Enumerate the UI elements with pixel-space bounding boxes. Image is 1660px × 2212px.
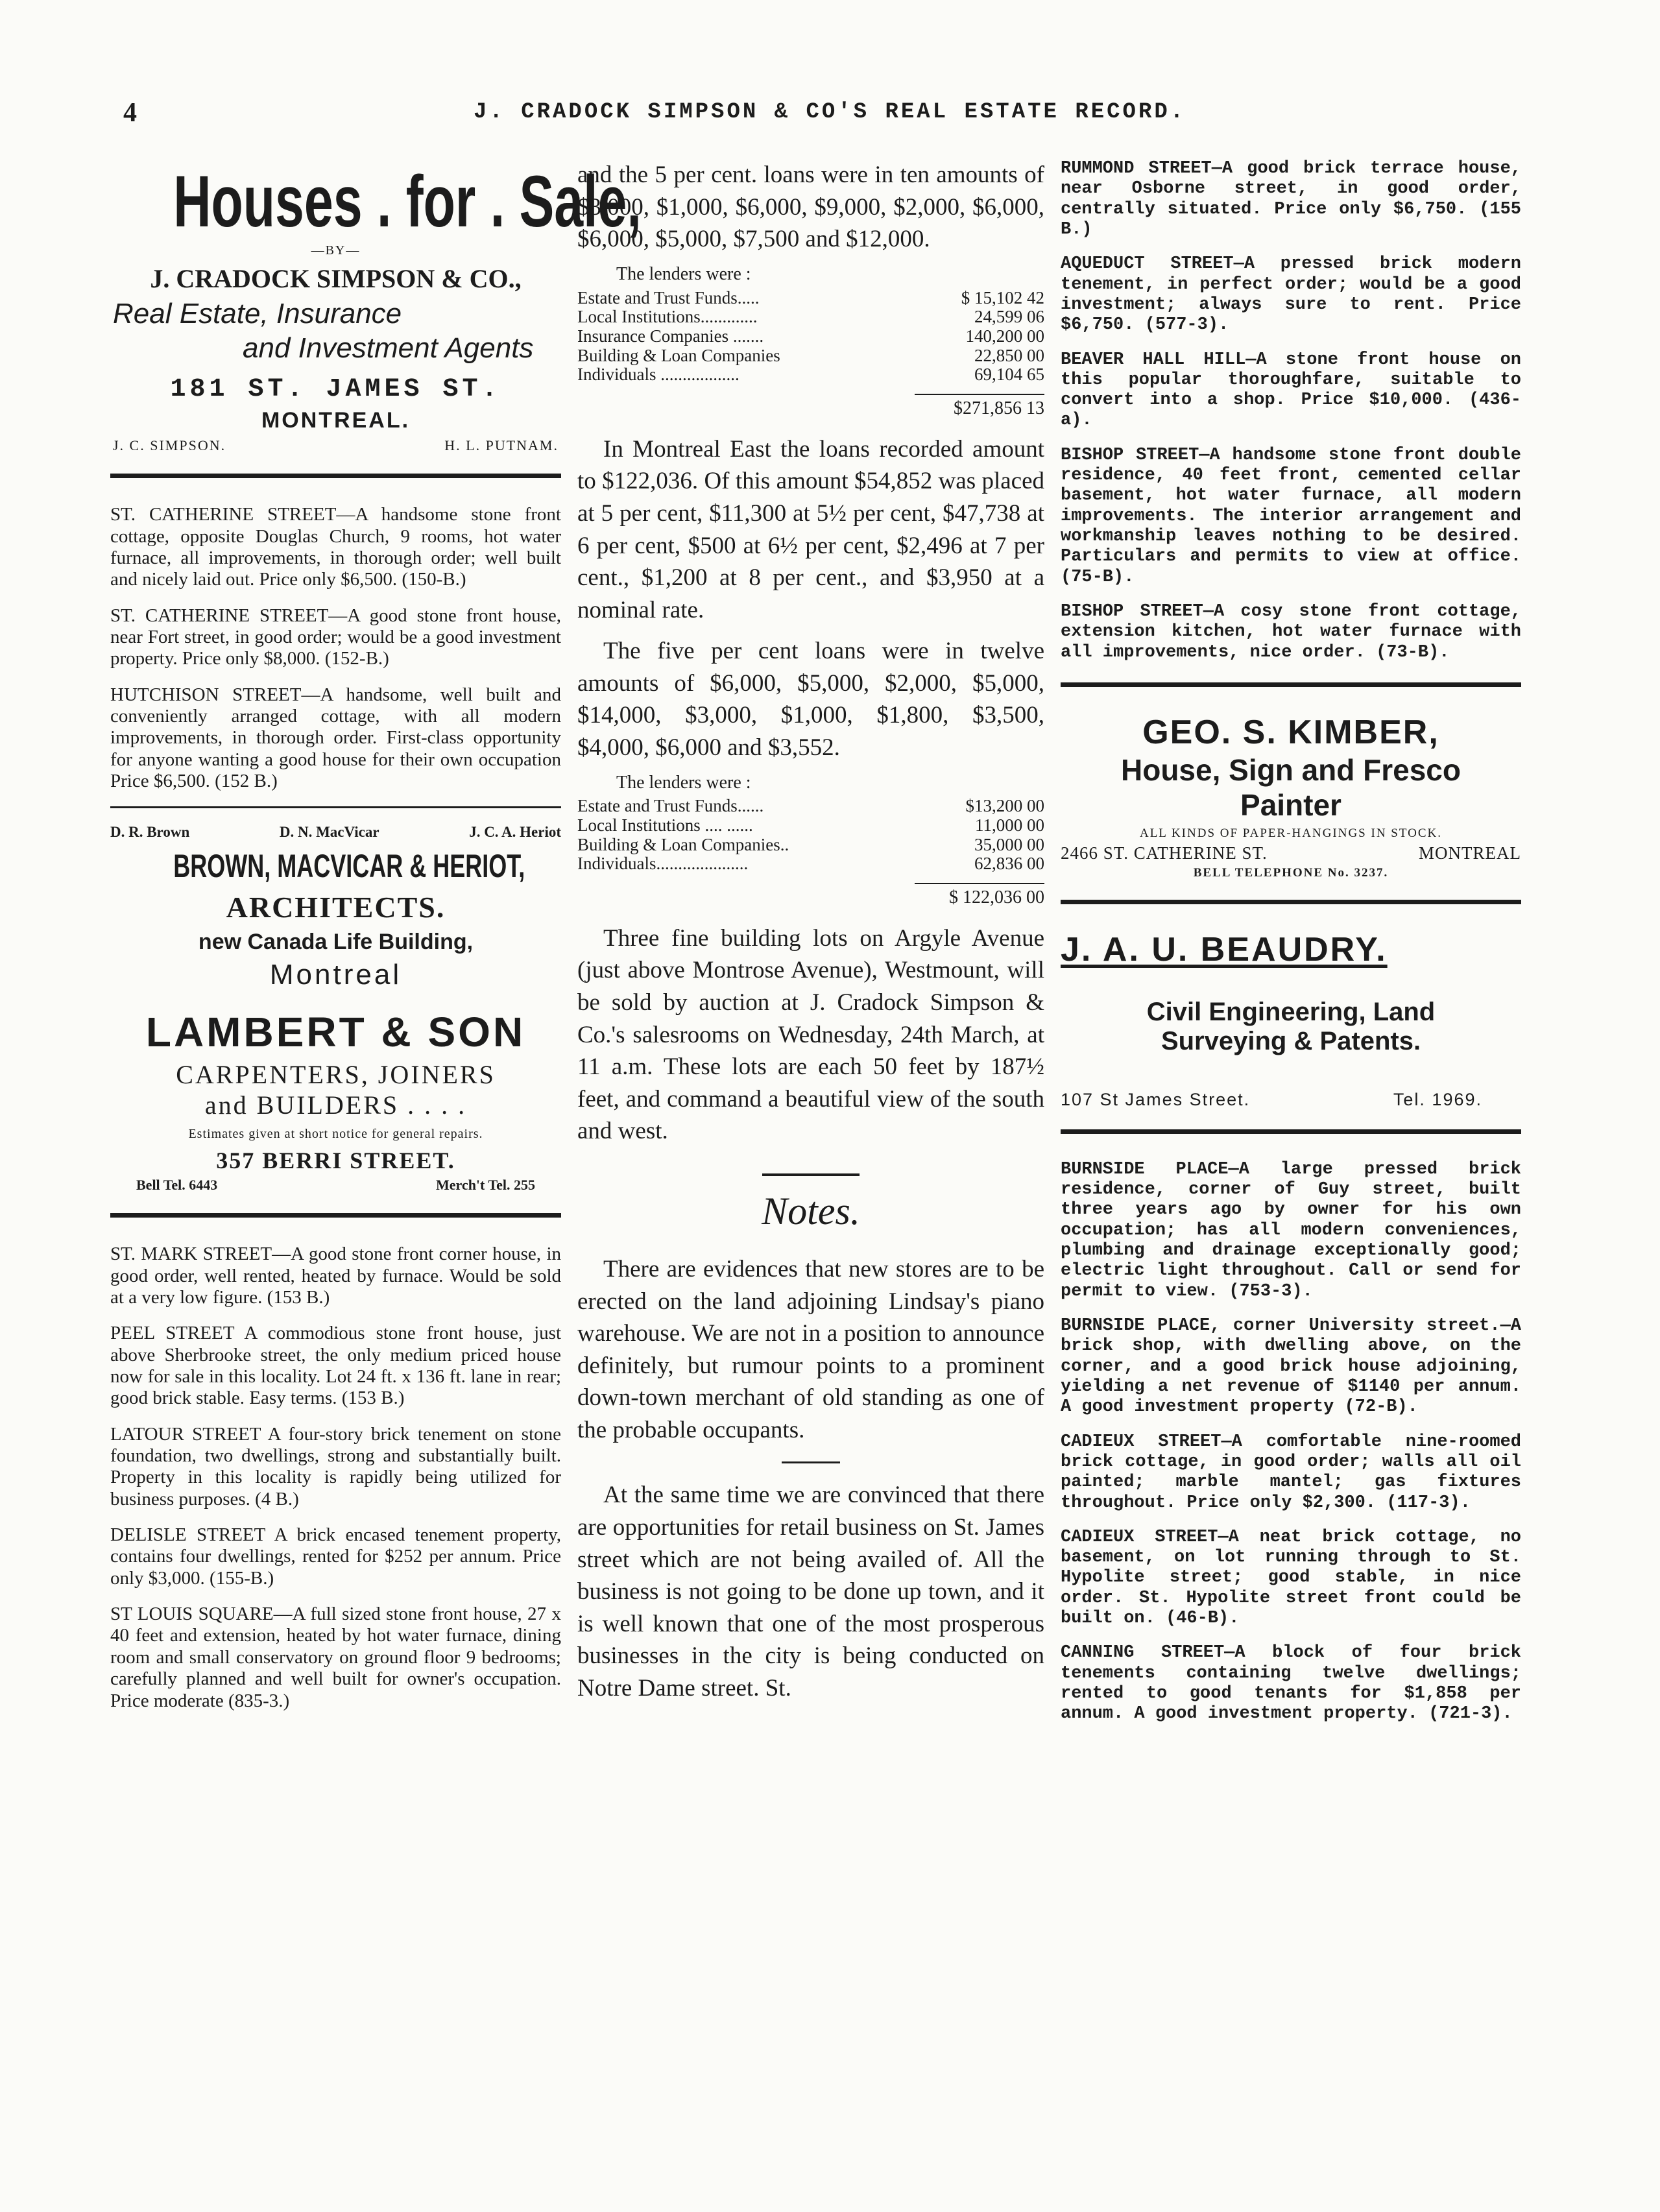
listing-item: BURNSIDE PLACE—A large pressed brick residence, corner of Guy street, built three years ago by owner for his own occupation; has all modern conveniences, plumbing and drainage exceptionally good; electric light throughout. Call or send for permit to view. (753-3).	[1061, 1159, 1521, 1301]
ad-service-line: Surveying & Patents.	[1161, 1027, 1421, 1056]
ad-profession: ARCHITECTS.	[226, 891, 446, 924]
listing-item: CADIEUX STREET—A comfortable nine-roomed brick cottage, in good order; walls all oil painted; marble mantel; gas fixtures throughout. Price only $2,300. (117-3).	[1061, 1432, 1521, 1513]
divider	[1061, 1129, 1521, 1134]
ad-trades: and BUILDERS . . . .	[204, 1090, 467, 1120]
ad-firm: J. CRADOCK SIMPSON & CO.,	[150, 264, 522, 293]
ad-firm: LAMBERT & SON	[145, 1009, 526, 1056]
lender-row	[577, 289, 1044, 308]
lenders-total: $ 122,036 00	[915, 883, 1044, 908]
partner-name: D. R. Brown	[110, 824, 190, 841]
lender-amount: 69,104 65	[974, 365, 1044, 385]
lender-row	[577, 797, 1044, 816]
ad-address-line	[1061, 843, 1521, 863]
listing-item: ST. CATHERINE STREET—A good stone front house, near Fort street, in good order; would be a good investment property. Price only $8,000. (152-B.)	[110, 605, 561, 669]
lender-row	[577, 307, 1044, 327]
lenders-table	[577, 265, 1044, 419]
column-middle	[577, 159, 1044, 1713]
lender-name: Local Institutions .... ......	[577, 815, 753, 836]
ad-service-line: Civil Engineering, Land	[1146, 998, 1436, 1027]
ad-by: —BY—	[311, 243, 361, 258]
lender-amount: 140,200 00	[965, 326, 1044, 346]
listing-item: DELISLE STREET A brick encased tenement property, contains four dwellings, rented for $252 per annum. Price only $3,000. (155-B.)	[110, 1524, 561, 1589]
lender-row	[577, 327, 1044, 346]
lender-name: Estate and Trust Funds......	[577, 796, 764, 816]
ad-city: Montreal	[269, 959, 402, 991]
painter-ad	[1061, 713, 1521, 880]
lender-row	[577, 854, 1044, 874]
article-paragraph: In Montreal East the loans recorded amount to $122,036. Of this amount $54,852 was placed at 5 per cent, $11,300 at 5½ per cent, $47,738 at 6 per cent, $500 at 6½ per cent, $2,496 at 7 per cent., $1,200 at 8 per cent., and $3,950 at a nominal rate.	[577, 435, 1044, 623]
listings-group	[110, 1244, 561, 1712]
ad-services	[1061, 998, 1521, 1056]
running-head: J. CRADOCK SIMPSON & CO'S REAL ESTATE RECORD.	[474, 100, 1186, 125]
page-header	[123, 97, 1537, 143]
partner-name: D. N. MacVicar	[279, 824, 379, 841]
ad-building: new Canada Life Building,	[198, 930, 474, 955]
lenders-table	[577, 773, 1044, 908]
listings-group	[110, 504, 561, 792]
lender-name: Insurance Companies .......	[577, 326, 764, 346]
listing-item: BISHOP STREET—A cosy stone front cottage, extension kitchen, hot water furnace with all improvements, nice order. (73-B).	[1061, 601, 1521, 662]
lenders-heading: The lenders were :	[616, 772, 751, 793]
lender-name: Estate and Trust Funds.....	[577, 287, 760, 307]
listing-item: PEEL STREET A commodious stone front house, just above Sherbrooke street, the only medium priced house now for sale in this locality. Lot 24 ft. x 136 ft. lane in rear; good brick stable. Easy terms. (153 B.)	[110, 1323, 561, 1409]
lender-name: Building & Loan Companies..	[577, 834, 789, 854]
ad-address: 181 ST. JAMES ST.	[170, 375, 501, 405]
listing-item: RUMMOND STREET—A good brick terrace house, near Osborne street, in good order, centrally situated. Price only $6,750. (155 B.)	[1061, 159, 1521, 239]
listing-item: ST. CATHERINE STREET—A handsome stone front cottage, opposite Douglas Church, 9 rooms, hot water furnace, all improvements, in thorough order; well built and nicely laid out. Price only $6,500. (150-B.)	[110, 504, 561, 590]
listing-item: ST LOUIS SQUARE—A full sized stone front house, 27 x 40 feet and extension, heated by hot water furnace, dining room and small conservatory on ground floor 9 bedrooms; carefully planned and well built for owner's occupation. Price moderate (835-3.)	[110, 1604, 561, 1711]
partner-name: J. C. SIMPSON.	[113, 437, 226, 454]
lenders-total: $271,856 13	[915, 394, 1044, 419]
ad-trades: CARPENTERS, JOINERS	[176, 1060, 496, 1090]
ad-city: MONTREAL	[1419, 843, 1521, 863]
ad-stock: ALL KINDS OF PAPER-HANGINGS IN STOCK.	[1139, 826, 1442, 841]
lender-row	[577, 365, 1044, 385]
listing-item: BEAVER HALL HILL—A stone front house on this popular thoroughfare, suitable to convert into a shop. Price $10,000. (436-a).	[1061, 350, 1521, 431]
article-paragraph: The five per cent loans were in twelve amounts of $6,000, $5,000, $2,000, $5,000, $14,000, $3,000, $1,000, $1,800, $3,500, $4,000, $6,000 and $3,552.	[577, 638, 1044, 761]
lender-amount: $ 15,102 42	[961, 287, 1044, 307]
section-title: Notes.	[762, 1189, 860, 1232]
divider	[1061, 900, 1521, 904]
listing-item: HUTCHISON STREET—A handsome, well built and conveniently arranged cottage, with all modern improvements, in thorough order. First-class opportunity for anyone wanting a good house for their own occupation Price $6,500. (152 B.)	[110, 684, 561, 791]
ad-name: GEO. S. KIMBER,	[1142, 713, 1439, 751]
column-right	[1061, 159, 1521, 1739]
divider	[110, 474, 561, 478]
lender-name: Building & Loan Companies	[577, 345, 780, 365]
ad-tagline: and Investment Agents	[243, 331, 534, 364]
article-paragraph: and the 5 per cent. loans were in ten amounts of $3,000, $1,000, $6,000, $9,000, $2,000, $6,000, $6,000, $5,000, $7,500 and $12,000.	[577, 162, 1044, 253]
ornament-divider	[762, 1173, 860, 1176]
lenders-heading: The lenders were :	[616, 263, 751, 284]
divider	[1061, 682, 1521, 687]
architects-ad	[110, 824, 561, 991]
ad-city: MONTREAL.	[261, 408, 411, 433]
divider	[782, 1461, 840, 1463]
ad-address-line	[1061, 1090, 1521, 1110]
lender-name: Individuals.....................	[577, 854, 749, 874]
listing-item: LATOUR STREET A four-story brick tenement on stone foundation, two dwellings, strong and substantially built. Property in this locality is rapidly being utilized for business purposes. (4 B.)	[110, 1423, 561, 1509]
listing-item: AQUEDUCT STREET—A pressed brick modern tenement, in perfect order; would be a good investment; always sure to rent. Price $6,750. (577-3).	[1061, 254, 1521, 335]
ad-telephone: Tel. 1969.	[1393, 1089, 1482, 1109]
listing-item: CADIEUX STREET—A neat brick cottage, no basement, on lot running through to St. Hypolite street; good stable, in nice order. St. Hypolite street front could be built on. (46-B).	[1061, 1527, 1521, 1629]
partner-name: H. L. PUTNAM.	[444, 437, 559, 454]
lender-name: Local Institutions.............	[577, 307, 758, 327]
lender-amount: 22,850 00	[974, 345, 1044, 365]
ad-title: Houses . for . Sale,	[173, 161, 642, 242]
ad-telephone: BELL TELEPHONE No. 3237.	[1193, 866, 1389, 880]
lender-name: Individuals ..................	[577, 365, 740, 385]
page-number: 4	[123, 98, 137, 128]
lender-row	[577, 346, 1044, 366]
lender-amount: 35,000 00	[974, 834, 1044, 854]
lender-amount: 11,000 00	[975, 815, 1044, 836]
ad-address: 107 St James Street.	[1061, 1089, 1251, 1109]
ad-trade: Painter	[1240, 787, 1341, 822]
houses-for-sale-ad	[110, 161, 642, 454]
divider	[110, 806, 561, 808]
merchants-telephone: Merch't Tel. 255	[436, 1177, 535, 1194]
listing-item: ST. MARK STREET—A good stone front corner house, in good order, well rented, heated by furnace. Would be sold at a very low figure. (153 B.)	[110, 1244, 561, 1308]
listing-item: CANNING STREET—A block of four brick tenements containing twelve dwellings; rented to good tenants for $1,858 per annum. A good investment property. (721-3).	[1061, 1643, 1521, 1724]
ad-partners	[113, 437, 559, 454]
lender-amount: 24,599 06	[974, 307, 1044, 327]
column-left	[110, 159, 642, 1726]
ad-trade: House, Sign and Fresco	[1121, 752, 1461, 787]
partner-name: J. C. A. Heriot	[469, 824, 561, 841]
ad-name: J. A. U. BEAUDRY.	[1061, 931, 1388, 969]
divider	[110, 1213, 561, 1218]
lender-amount: $13,200 00	[965, 796, 1044, 816]
ad-address: 2466 ST. CATHERINE ST.	[1061, 843, 1268, 863]
ad-partners	[110, 824, 561, 841]
article-paragraph: Three fine building lots on Argyle Avenue (just above Montrose Avenue), Westmount, will be sold by auction at J. Cradock Simpson & Co.'s salesrooms on Wednesday, 24th March, at 11 a.m. These lots are each 50 feet by 187½ feet, and command a beautiful view of the south and west.	[577, 924, 1044, 1145]
engineer-ad	[1061, 930, 1521, 1110]
article-paragraph: There are evidences that new stores are to be erected on the land adjoining Lindsay's piano warehouse. We are not in a position to announce definitely, but rumour points to a prominent down-town merchant of old standing as one of the probable occupants.	[577, 1255, 1044, 1443]
bell-telephone: Bell Tel. 6443	[136, 1177, 218, 1194]
ad-telephones	[110, 1177, 561, 1194]
listings-group	[1061, 159, 1521, 663]
article-paragraph: At the same time we are convinced that there are opportunities for retail business on St. James street which are not being availed of. All the business is not going to be done up town, and it is well known that one of the most prosperous businesses in the city is being conducted on Notre Dame street. St.	[577, 1482, 1044, 1701]
ad-estimates: Estimates given at short notice for general repairs.	[188, 1127, 483, 1142]
lender-amount: 62,836 00	[974, 854, 1044, 874]
ad-tagline: Real Estate, Insurance	[113, 298, 402, 330]
ad-firm: BROWN, MACVICAR & HERIOT,	[173, 848, 525, 885]
ad-address: 357 BERRI STREET.	[216, 1148, 455, 1174]
builders-ad	[110, 1008, 561, 1194]
lender-row	[577, 816, 1044, 836]
listing-item: BISHOP STREET—A handsome stone front double residence, 40 feet front, cemented cellar basement, hot water furnace, all modern improvements. The interior arrangement and workmanship leaves nothing to be desired. Particulars and permits to view at office. (75-B).	[1061, 445, 1521, 587]
lender-row	[577, 836, 1044, 855]
listings-group	[1061, 1160, 1521, 1725]
listing-item: BURNSIDE PLACE, corner University street.—A brick shop, with dwelling above, on the corner, and a good brick house adjoining, yielding a net revenue of $1140 per annum. A good investment property (72-B).	[1061, 1316, 1521, 1417]
